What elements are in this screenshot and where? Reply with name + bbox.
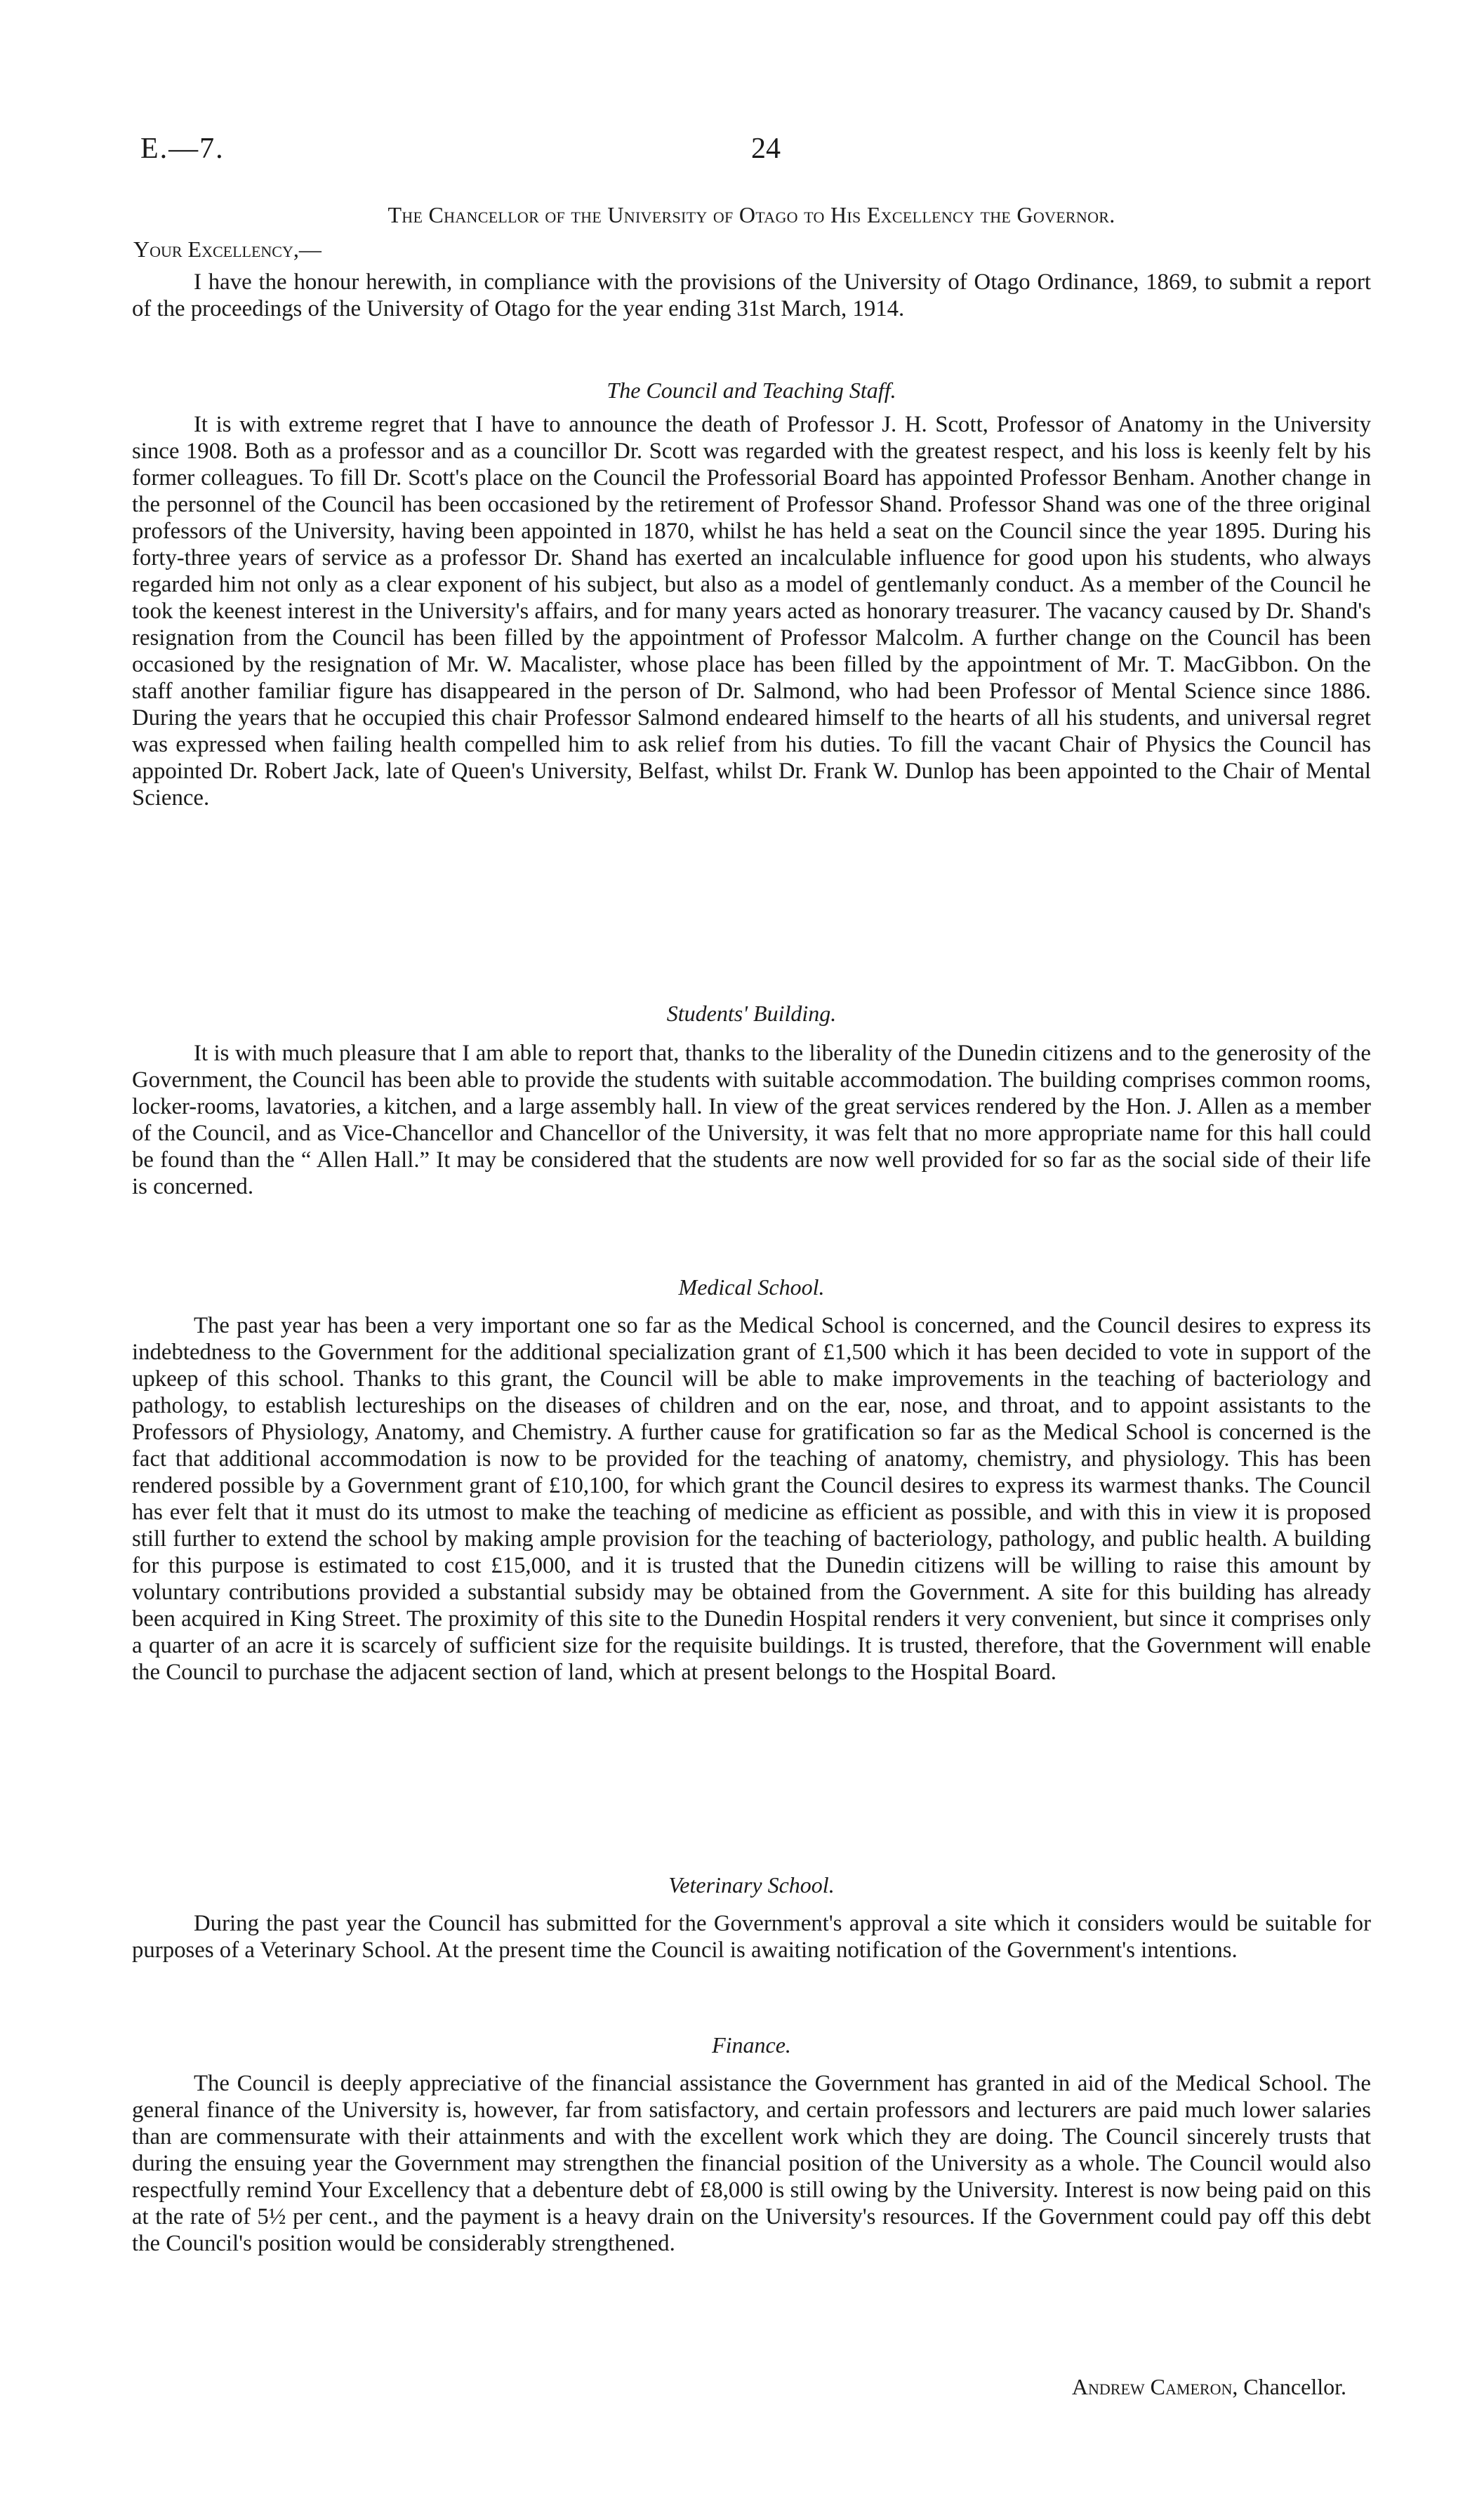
intro-paragraph: I have the honour herewith, in compliance with the provisions of the University of Otago Ordinance, 1869, to submit a report of the proceedings of the University of Otago for the year ending 31st March, 1914. (132, 269, 1371, 321)
section-heading-veterinary-school: Veterinary School. (668, 1872, 835, 1898)
section-medical-school (132, 1312, 1371, 1686)
section-paragraph-finance: The Council is deeply appreciative of the financial assistance the Government has granted in aid of the Medical School. The general finance of the University is, however, far from satisfactory, and certain professors and lecturers are paid much lower salaries than are commensurate with their attainments and with the excellent work which they are doing. The Council sincerely trusts that during the ensuing year the Government may strengthen the financial position of the University as a whole. The Council would also respectfully remind Your Excellency that a debenture debt of £8,000 is still owing by the University. Interest is now being paid on this at the rate of 5½ per cent., and the payment is a heavy drain on the University's resources. If the Government could pay off this debt the Council's position would be considerably strengthened. (132, 2071, 1371, 2256)
section-veterinary-school (132, 1910, 1371, 1964)
section-heading-medical-school: Medical School. (678, 1274, 825, 1300)
document-code: E.—7. (140, 133, 225, 165)
section-paragraph-students-building: It is with much pleasure that I am able to report that, thanks to the liberality of the Dunedin citizens and to the generosity of the Government, the Council has been able to provide the students with suitable accommodation. The building comprises common rooms, locker-rooms, lavatories, a kitchen, and a large assembly hall. In view of the great services rendered by the Hon. J. Allen as a member of the Council, and as Vice-Chancellor and Chancellor of the University, it was felt that no more appropriate name for this hall could be found than the “ Allen Hall.” It may be considered that the students are now well provided for so far as the social side of their life is concerned. (132, 1041, 1371, 1199)
section-council (132, 411, 1371, 811)
section-heading-finance: Finance. (712, 2032, 791, 2058)
page-number: 24 (751, 133, 781, 165)
signature (1072, 2374, 1346, 2400)
section-students-building (132, 1040, 1371, 1200)
section-heading-council: The Council and Teaching Staff. (607, 378, 896, 403)
signatory-name: Andrew Cameron (1071, 2374, 1233, 2399)
section-finance (132, 2070, 1371, 2257)
intro-block (132, 269, 1371, 322)
section-paragraph-medical-school: The past year has been a very important one so far as the Medical School is concerned, and the Council desires to express its indebtedness to the Government for the additional specialization grant of £1,500 which it has been decided to vote in support of the upkeep of this school. Thanks to this grant, the Council will be able to make improvements in the teaching of bacteriology and pathology, to establish lectureships on the diseases of children and on the ear, nose, and throat, and to appoint assistants to the Professors of Physiology, Anatomy, and Chemistry. A further cause for gratification so far as the Medical School is concerned is the fact that additional accommodation is now to be provided for the teaching of anatomy, chemistry, and physiology. This has been rendered possible by a Government grant of £10,100, for which grant the Council desires to express its warmest thanks. The Council has ever felt that it must do its utmost to make the teaching of medicine as efficient as possible, and with this in view it is proposed still further to extend the school by making ample provision for the teaching of bacteriology, pathology, and public health. A building for this purpose is estimated to cost £15,000, and it is trusted that the Dunedin citizens will be willing to raise this amount by voluntary contributions provided a substantial subsidy may be obtained from the Government. A site for this building has already been acquired in King Street. The proximity of this site to the Dunedin Hospital renders it very convenient, but since it comprises only a quarter of an acre it is scarcely of sufficient size for the requisite buildings. It is trusted, therefore, that the Government will enable the Council to purchase the adjacent section of land, which at present belongs to the Hospital Board. (132, 1313, 1371, 1685)
signatory-title: , Chancellor. (1232, 2374, 1346, 2399)
report-title: The Chancellor of the University of Otago to His Excellency the Governor. (387, 202, 1115, 227)
section-heading-students-building: Students' Building. (666, 1001, 837, 1026)
section-paragraph-council: It is with extreme regret that I have to announce the death of Professor J. H. Scott, Professor of Anatomy in the University since 1908. Both as a professor and as a councillor Dr. Scott was regarded with the greatest respect, and his loss is keenly felt by his former colleagues. To fill Dr. Scott's place on the Council the Professorial Board has appointed Professor Benham. Another change in the personnel of the Council has been occasioned by the retirement of Professor Shand. Professor Shand was one of the three original professors of the University, having been appointed in 1870, whilst he has held a seat on the Council since the year 1895. During his forty-three years of service as a professor Dr. Shand has exerted an incalculable influence for good upon his students, who always regarded him not only as a clear exponent of his subject, but also as a model of gentlemanly conduct. As a member of the Council he took the keenest interest in the University's affairs, and for many years acted as honorary treasurer. The vacancy caused by Dr. Shand's resignation from the Council has been filled by the appointment of Professor Malcolm. A further change on the Council has been occasioned by the resignation of Mr. W. Macalister, whose place has been filled by the appointment of Mr. T. MacGibbon. On the staff another familiar figure has disappeared in the person of Dr. Salmond, who had been Professor of Mental Science since 1886. During the years that he occupied this chair Professor Salmond endeared himself to the hearts of all his students, and universal regret was expressed when failing health compelled him to ask relief from his duties. To fill the vacant Chair of Physics the Council has appointed Dr. Robert Jack, late of Queen's University, Belfast, whilst Dr. Frank W. Dunlop has been appointed to the Chair of Mental Science. (132, 412, 1371, 811)
salutation: Your Excellency,— (133, 236, 322, 262)
page-header (140, 132, 1365, 174)
section-paragraph-veterinary-school: During the past year the Council has submitted for the Government's approval a site which it considers would be suitable for purposes of a Veterinary School. At the present time the Council is awaiting notification of the Government's intentions. (132, 1911, 1371, 1963)
